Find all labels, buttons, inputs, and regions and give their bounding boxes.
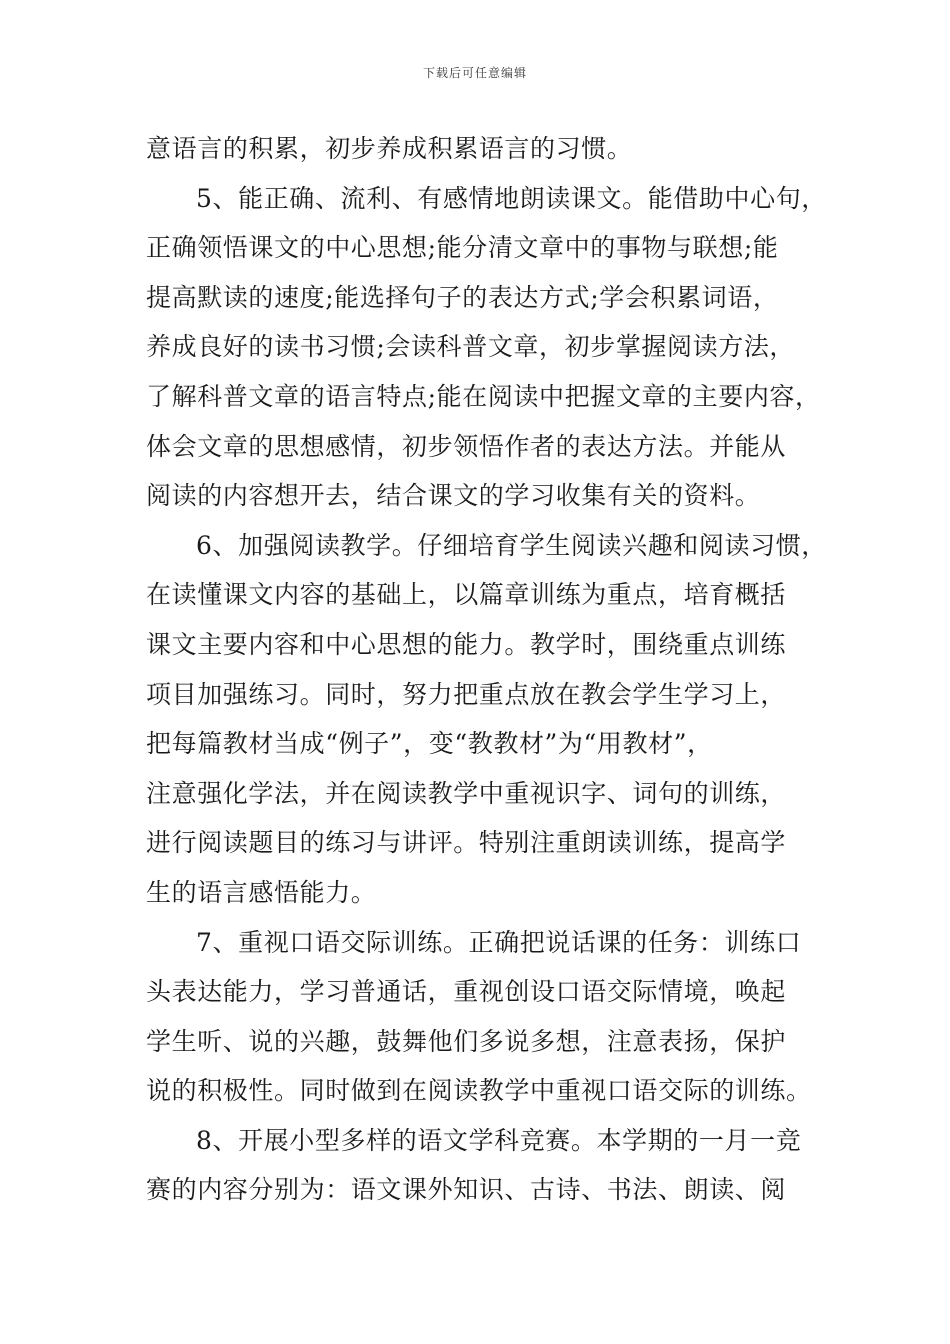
text-line: 体会文章的思想感情，初步领悟作者的表达方法。并能从 bbox=[146, 431, 787, 461]
text-line: 阅读的内容想开去，结合课文的学习收集有关的资料。 bbox=[146, 481, 761, 511]
text-line: 意语言的积累，初步养成积累语言的习惯。 bbox=[146, 134, 633, 163]
text-line: 说的积极性。同时做到在阅读教学中重视口语交际的训练。 bbox=[146, 1076, 812, 1106]
text-line: 头表达能力，学习普通话，重视创设口语交际情境，唤起 bbox=[146, 977, 787, 1007]
text-line: 在读懂课文内容的基础上，以篇章训练为重点，培育概括 bbox=[146, 580, 787, 610]
text-line: 赛的内容分别为：语文课外知识、古诗、书法、朗读、阅 bbox=[146, 1175, 787, 1205]
text-line: 项目加强练习。同时，努力把重点放在教会学生学习上， bbox=[146, 679, 787, 709]
page-header: 下载后可任意编辑 bbox=[422, 66, 527, 80]
text-line: 进行阅读题目的练习与讲评。特别注重朗读训练，提高学 bbox=[146, 828, 787, 858]
text-line: 7、重视口语交际训练。正确把说话课的任务：训练口 bbox=[196, 927, 802, 957]
text-line: 提高默读的速度;能选择句子的表达方式;学会积累词语， bbox=[146, 282, 779, 312]
text-line: 注意强化学法，并在阅读教学中重视识字、词句的训练， bbox=[146, 778, 787, 808]
text-line: 养成良好的读书习惯;会读科普文章，初步掌握阅读方法， bbox=[146, 332, 796, 362]
text-line: 正确领悟课文的中心思想;能分清文章中的事物与联想;能 bbox=[146, 233, 779, 263]
text-line: 把每篇教材当成“例子”，变“教教材”为“用教材”， bbox=[146, 729, 713, 759]
text-line: 生的语言感悟能力。 bbox=[146, 877, 377, 907]
text-line: 课文主要内容和中心思想的能力。教学时，围绕重点训练 bbox=[146, 629, 787, 659]
text-line: 6、加强阅读教学。仔细培育学生阅读兴趣和阅读习惯， bbox=[196, 530, 827, 560]
body-text bbox=[146, 124, 826, 1215]
text-line: 了解科普文章的语言特点;能在阅读中把握文章的主要内容， bbox=[146, 381, 821, 411]
text-line: 学生听、说的兴趣，鼓舞他们多说多想，注意表扬，保护 bbox=[146, 1026, 787, 1056]
text-line: 8、开展小型多样的语文学科竞赛。本学期的一月一竞 bbox=[196, 1125, 802, 1155]
text-line: 5、能正确、流利、有感情地朗读课文。能借助中心句， bbox=[196, 183, 827, 213]
